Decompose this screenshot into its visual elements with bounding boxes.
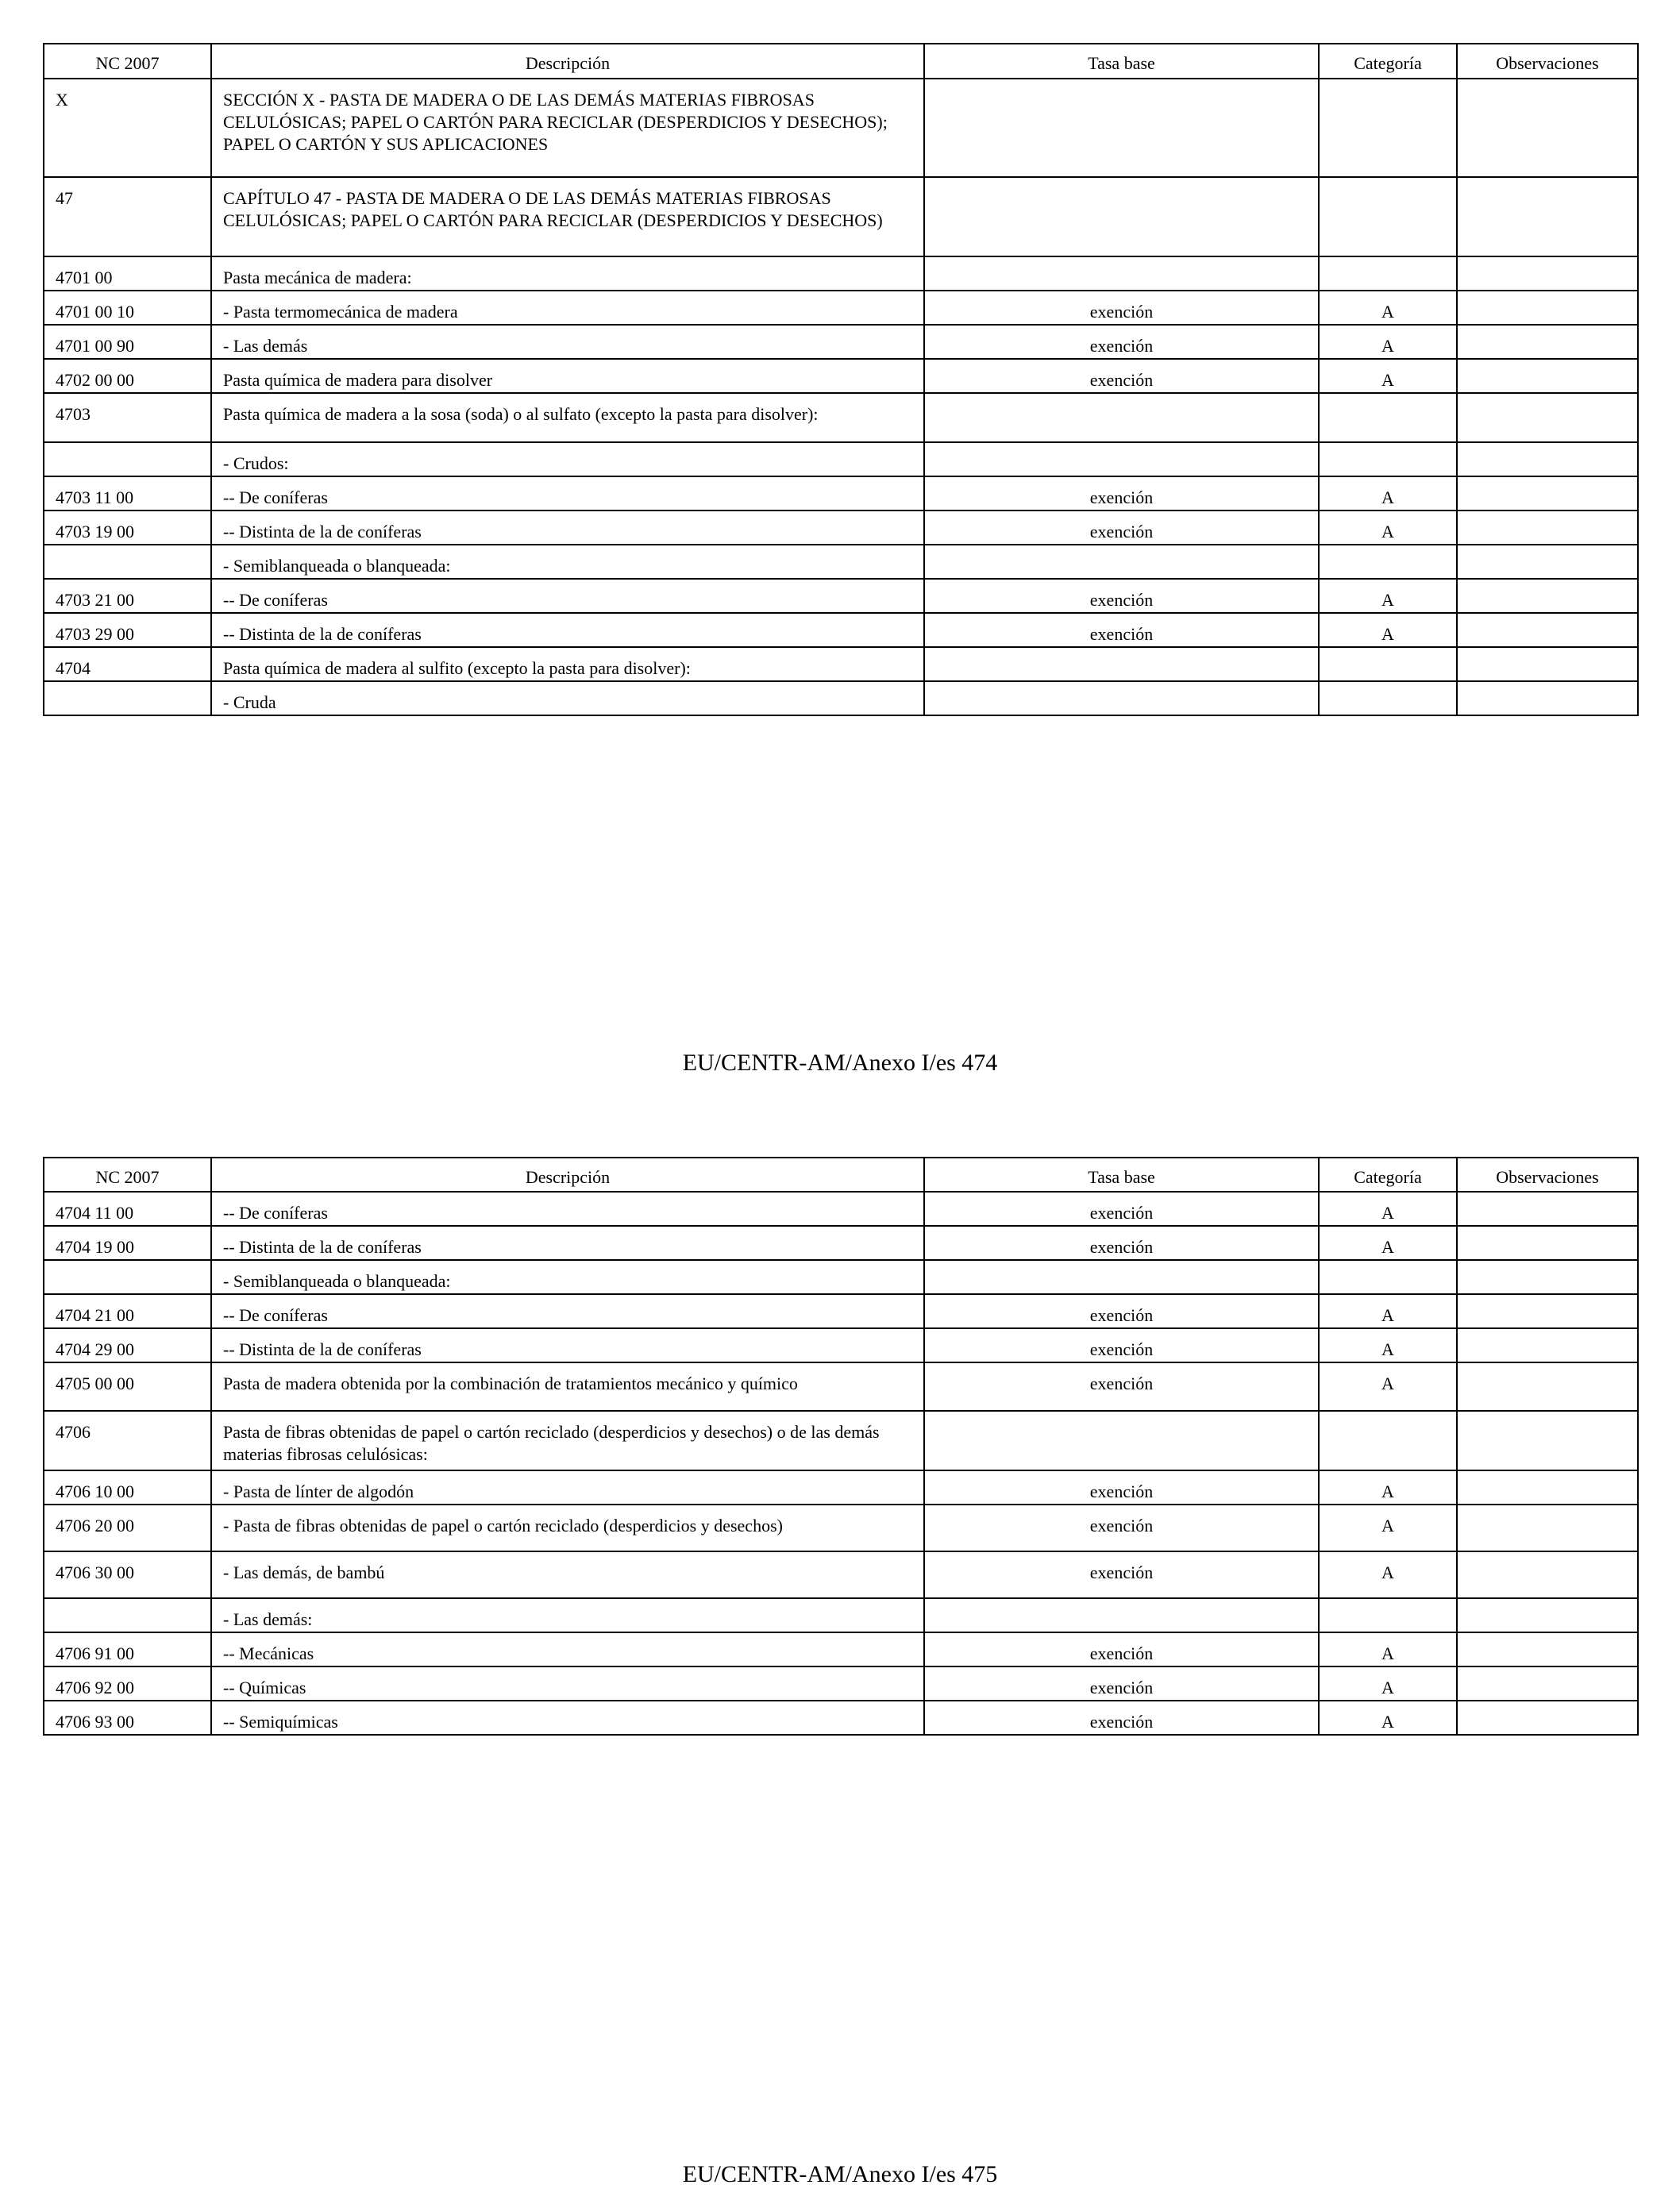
table-header-row [44,1158,1638,1192]
table-row [44,442,1638,476]
table-row [44,681,1638,715]
table-row [44,1470,1638,1505]
cell-tasa-base: exención [924,476,1319,511]
cell-observaciones [1457,177,1638,256]
cell-code: 4704 11 00 [44,1192,211,1226]
cell-categoria: A [1319,291,1457,325]
cell-tasa-base [924,647,1319,681]
cell-description: -- Distinta de la de coníferas [211,511,924,545]
cell-observaciones [1457,681,1638,715]
cell-categoria [1319,1411,1457,1470]
cell-description: CAPÍTULO 47 - PASTA DE MADERA O DE LAS DEMÁS MATERIAS FIBROSAS CELULÓSICAS; PAPEL O CARTÓN PARA RECICLAR (DESPERDICIOS Y DESECHOS) [211,177,924,256]
header-nc-2007: NC 2007 [44,1158,211,1192]
cell-code: 4701 00 [44,256,211,291]
cell-tasa-base: exención [924,1470,1319,1505]
cell-description: Pasta química de madera a la sosa (soda) o al sulfato (excepto la pasta para disolver): [211,393,924,442]
cell-description: - Semiblanqueada o blanqueada: [211,1260,924,1294]
cell-tasa-base [924,545,1319,579]
table-row [44,1362,1638,1411]
table-row [44,613,1638,647]
header-nc-2007: NC 2007 [44,44,211,79]
cell-categoria: A [1319,613,1457,647]
cell-tasa-base: exención [924,1666,1319,1701]
cell-categoria: A [1319,511,1457,545]
header-observaciones: Observaciones [1457,44,1638,79]
cell-code: 4706 91 00 [44,1632,211,1666]
cell-tasa-base [924,681,1319,715]
cell-observaciones [1457,1294,1638,1328]
table-row [44,1505,1638,1551]
cell-observaciones [1457,579,1638,613]
cell-tasa-base: exención [924,511,1319,545]
cell-tasa-base [924,1411,1319,1470]
cell-code: 4706 [44,1411,211,1470]
cell-tasa-base: exención [924,1505,1319,1551]
cell-description: -- De coníferas [211,1294,924,1328]
page-footer-474: EU/CENTR-AM/Anexo I/es 474 [682,1050,998,1076]
page-footer-475: EU/CENTR-AM/Anexo I/es 475 [682,2161,998,2187]
cell-observaciones [1457,511,1638,545]
cell-observaciones [1457,1470,1638,1505]
cell-observaciones [1457,393,1638,442]
table-row [44,647,1638,681]
table-row [44,1192,1638,1226]
cell-tasa-base: exención [924,613,1319,647]
cell-code [44,1598,211,1632]
cell-observaciones [1457,325,1638,359]
cell-description: - Cruda [211,681,924,715]
cell-description: SECCIÓN X - PASTA DE MADERA O DE LAS DEMÁS MATERIAS FIBROSAS CELULÓSICAS; PAPEL O CARTÓN PARA RECICLAR (DESPERDICIOS Y DESECHOS); PAPEL O CARTÓN Y SUS APLICACIONES [211,79,924,177]
cell-observaciones [1457,647,1638,681]
cell-code: 4706 10 00 [44,1470,211,1505]
cell-tasa-base [924,393,1319,442]
cell-observaciones [1457,256,1638,291]
cell-code: 47 [44,177,211,256]
cell-observaciones [1457,1192,1638,1226]
cell-code: 4704 21 00 [44,1294,211,1328]
cell-categoria: A [1319,1328,1457,1362]
cell-code [44,1260,211,1294]
cell-observaciones [1457,476,1638,511]
table-row [44,1260,1638,1294]
table-row [44,1666,1638,1701]
table-row [44,579,1638,613]
cell-categoria: A [1319,325,1457,359]
cell-code: 4704 29 00 [44,1328,211,1362]
cell-tasa-base [924,79,1319,177]
cell-categoria: A [1319,1666,1457,1701]
cell-description: - Las demás [211,325,924,359]
cell-description: -- De coníferas [211,476,924,511]
header-descripcion: Descripción [211,1158,924,1192]
cell-description: - Las demás, de bambú [211,1551,924,1598]
cell-code: 4701 00 10 [44,291,211,325]
cell-categoria [1319,79,1457,177]
cell-code: 4703 19 00 [44,511,211,545]
cell-categoria: A [1319,1632,1457,1666]
cell-tasa-base [924,1260,1319,1294]
cell-tasa-base: exención [924,291,1319,325]
cell-code: 4703 11 00 [44,476,211,511]
cell-categoria [1319,545,1457,579]
tariff-table-page-475 [43,1157,1639,1736]
table-row [44,511,1638,545]
cell-tasa-base [924,177,1319,256]
cell-tasa-base: exención [924,1701,1319,1735]
cell-code: 4704 19 00 [44,1226,211,1260]
table-row [44,79,1638,177]
cell-observaciones [1457,1362,1638,1411]
cell-code: 4706 20 00 [44,1505,211,1551]
cell-categoria [1319,1260,1457,1294]
cell-description: -- Químicas [211,1666,924,1701]
cell-categoria [1319,1598,1457,1632]
cell-description: - Pasta de fibras obtenidas de papel o cartón reciclado (desperdicios y desechos) [211,1505,924,1551]
table-row [44,1411,1638,1470]
header-tasa-base: Tasa base [924,44,1319,79]
cell-tasa-base [924,256,1319,291]
cell-categoria [1319,177,1457,256]
cell-tasa-base [924,442,1319,476]
header-categoria: Categoría [1319,1158,1457,1192]
cell-code [44,681,211,715]
cell-description: - Las demás: [211,1598,924,1632]
cell-categoria: A [1319,1701,1457,1735]
cell-code: 4703 29 00 [44,613,211,647]
table-row [44,476,1638,511]
cell-tasa-base: exención [924,1632,1319,1666]
cell-categoria: A [1319,579,1457,613]
table-row [44,177,1638,256]
cell-code [44,545,211,579]
cell-observaciones [1457,291,1638,325]
cell-categoria: A [1319,359,1457,393]
table-header-row [44,44,1638,79]
cell-description: -- De coníferas [211,579,924,613]
cell-code [44,442,211,476]
cell-categoria: A [1319,1294,1457,1328]
cell-code: 4705 00 00 [44,1362,211,1411]
cell-categoria [1319,647,1457,681]
cell-tasa-base: exención [924,1192,1319,1226]
header-tasa-base: Tasa base [924,1158,1319,1192]
cell-categoria: A [1319,1551,1457,1598]
cell-description: Pasta química de madera al sulfito (excepto la pasta para disolver): [211,647,924,681]
table-row [44,359,1638,393]
cell-tasa-base: exención [924,1551,1319,1598]
cell-categoria: A [1319,1505,1457,1551]
cell-observaciones [1457,1666,1638,1701]
cell-categoria: A [1319,1362,1457,1411]
cell-description: -- Mecánicas [211,1632,924,1666]
cell-description: -- Semiquímicas [211,1701,924,1735]
cell-code: 4703 21 00 [44,579,211,613]
table-row [44,545,1638,579]
cell-observaciones [1457,1598,1638,1632]
table-row [44,1328,1638,1362]
table-row [44,393,1638,442]
cell-tasa-base: exención [924,1362,1319,1411]
cell-description: Pasta de fibras obtenidas de papel o cartón reciclado (desperdicios y desechos) o de las demás materias fibrosas celulósicas: [211,1411,924,1470]
cell-code: 4706 92 00 [44,1666,211,1701]
cell-observaciones [1457,79,1638,177]
cell-code: 4703 [44,393,211,442]
cell-description: -- Distinta de la de coníferas [211,613,924,647]
table-row [44,256,1638,291]
cell-description: Pasta química de madera para disolver [211,359,924,393]
cell-description: Pasta de madera obtenida por la combinación de tratamientos mecánico y químico [211,1362,924,1411]
cell-description: - Pasta termomecánica de madera [211,291,924,325]
cell-tasa-base: exención [924,359,1319,393]
cell-description: -- Distinta de la de coníferas [211,1328,924,1362]
cell-categoria: A [1319,1470,1457,1505]
cell-categoria [1319,256,1457,291]
cell-tasa-base: exención [924,1226,1319,1260]
cell-observaciones [1457,1411,1638,1470]
cell-observaciones [1457,1551,1638,1598]
cell-categoria [1319,442,1457,476]
cell-observaciones [1457,1701,1638,1735]
cell-observaciones [1457,1226,1638,1260]
table-row [44,1226,1638,1260]
header-descripcion: Descripción [211,44,924,79]
table-row [44,1701,1638,1735]
cell-code: 4701 00 90 [44,325,211,359]
cell-tasa-base: exención [924,579,1319,613]
cell-code: 4706 93 00 [44,1701,211,1735]
cell-observaciones [1457,545,1638,579]
table-row [44,1598,1638,1632]
cell-code: X [44,79,211,177]
cell-categoria: A [1319,1226,1457,1260]
cell-code: 4704 [44,647,211,681]
cell-tasa-base: exención [924,1294,1319,1328]
cell-observaciones [1457,1260,1638,1294]
cell-description: - Semiblanqueada o blanqueada: [211,545,924,579]
cell-code: 4706 30 00 [44,1551,211,1598]
cell-description: Pasta mecánica de madera: [211,256,924,291]
header-observaciones: Observaciones [1457,1158,1638,1192]
header-categoria: Categoría [1319,44,1457,79]
tariff-table-page-474 [43,43,1639,716]
cell-code: 4702 00 00 [44,359,211,393]
cell-tasa-base [924,1598,1319,1632]
table-row [44,291,1638,325]
cell-categoria: A [1319,476,1457,511]
cell-observaciones [1457,359,1638,393]
cell-description: -- Distinta de la de coníferas [211,1226,924,1260]
cell-categoria [1319,681,1457,715]
cell-observaciones [1457,613,1638,647]
table-row [44,325,1638,359]
table-row [44,1551,1638,1598]
cell-observaciones [1457,1632,1638,1666]
cell-description: - Crudos: [211,442,924,476]
cell-description: -- De coníferas [211,1192,924,1226]
table-row [44,1294,1638,1328]
cell-description: - Pasta de línter de algodón [211,1470,924,1505]
table-row [44,1632,1638,1666]
cell-observaciones [1457,1505,1638,1551]
cell-categoria: A [1319,1192,1457,1226]
cell-categoria [1319,393,1457,442]
cell-observaciones [1457,1328,1638,1362]
cell-observaciones [1457,442,1638,476]
cell-tasa-base: exención [924,325,1319,359]
cell-tasa-base: exención [924,1328,1319,1362]
